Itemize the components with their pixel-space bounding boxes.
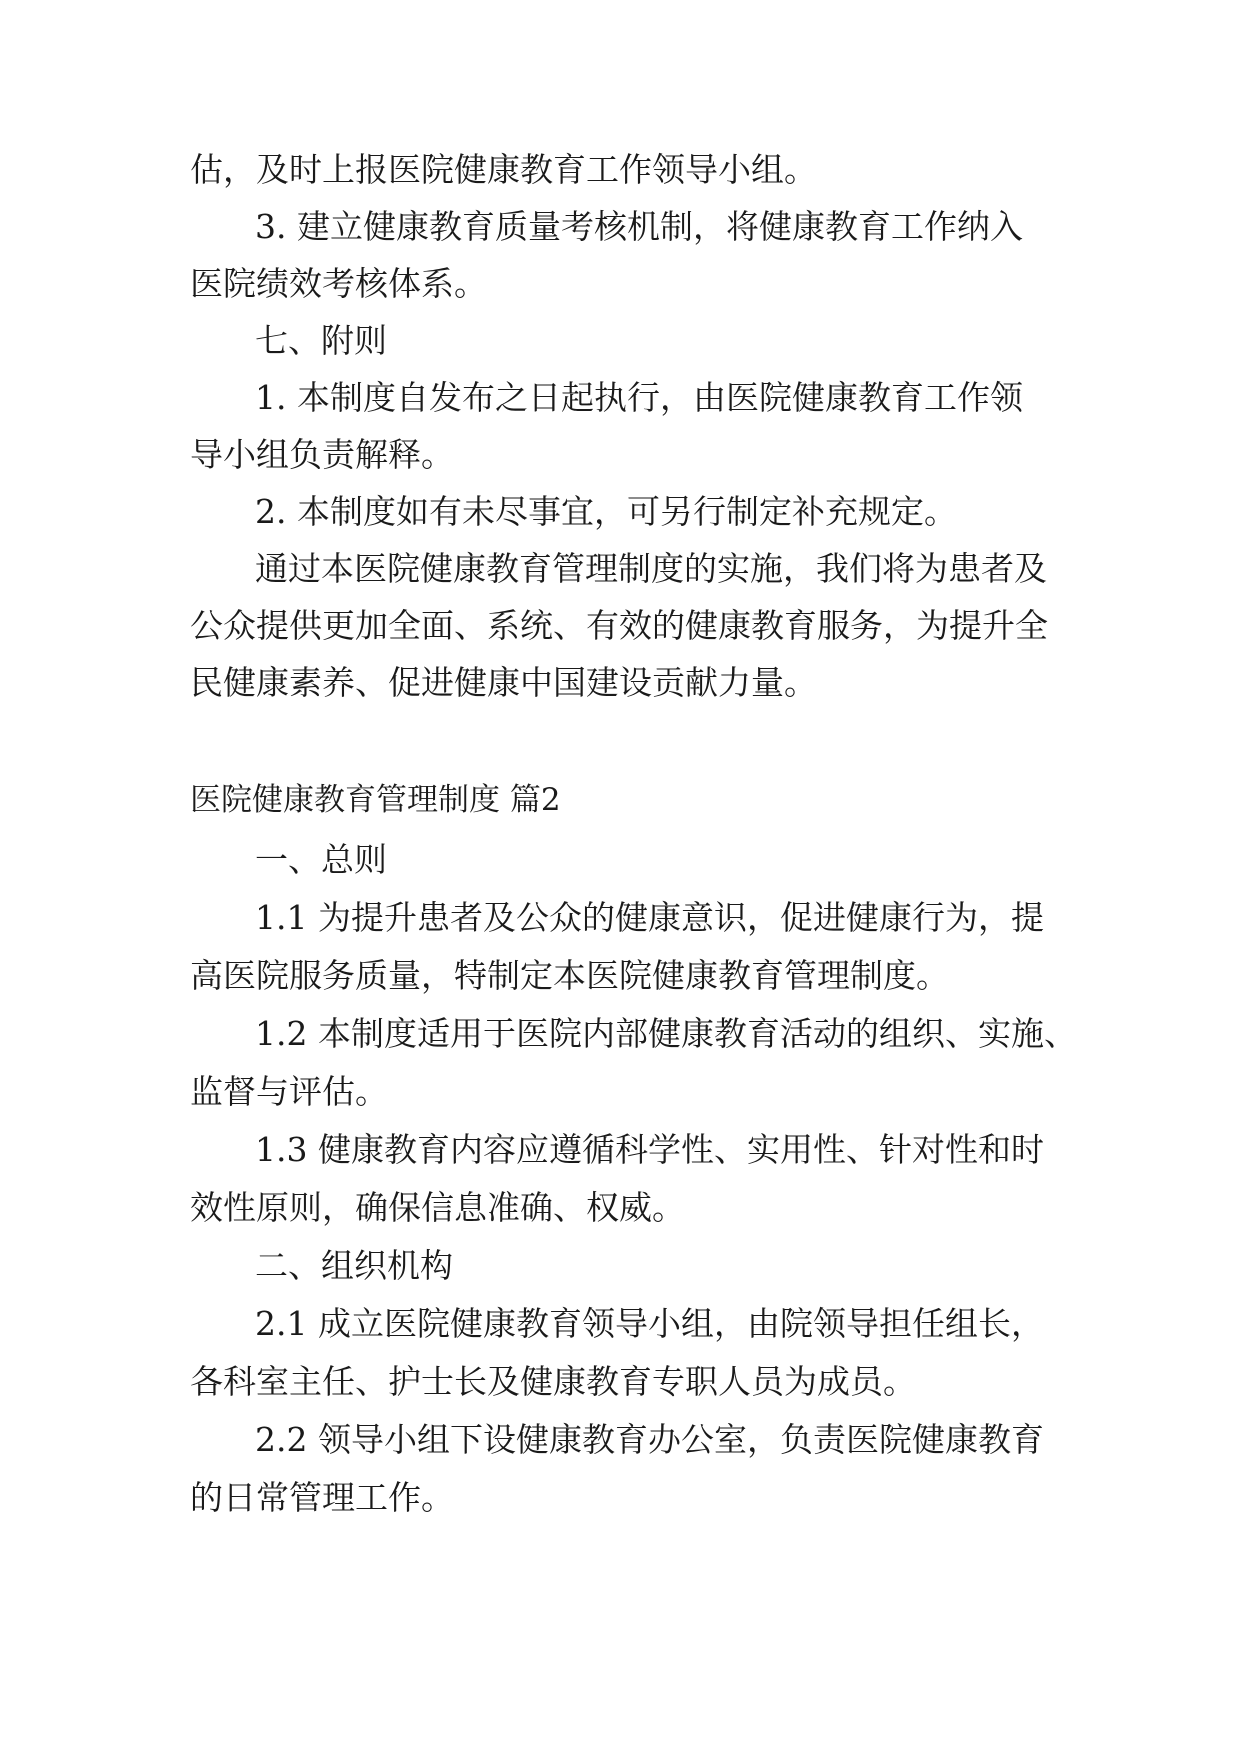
text-line: 2.1 成立医院健康教育领导小组，由院领导担任组长， <box>255 1304 1044 1343</box>
text-line: 的日常管理工作。 <box>190 1478 454 1517</box>
text-line: 公众提供更加全面、系统、有效的健康教育服务，为提升全 <box>190 606 1048 645</box>
text-line: 2.2 领导小组下设健康教育办公室，负责医院健康教育 <box>255 1420 1044 1459</box>
text-line: 医院绩效考核体系。 <box>190 264 487 303</box>
text-line: 1.1 为提升患者及公众的健康意识，促进健康行为，提 <box>255 898 1044 937</box>
text-line: 1. 本制度自发布之日起执行，由医院健康教育工作领 <box>255 378 1023 417</box>
text-line: 3. 建立健康教育质量考核机制，将健康教育工作纳入 <box>255 207 1023 246</box>
text-line: 导小组负责解释。 <box>190 435 454 474</box>
text-line: 2. 本制度如有未尽事宜，可另行制定补充规定。 <box>255 492 957 531</box>
text-line: 监督与评估。 <box>190 1072 388 1111</box>
text-line: 估，及时上报医院健康教育工作领导小组。 <box>190 150 817 189</box>
section-heading: 二、组织机构 <box>255 1246 453 1285</box>
text-line: 通过本医院健康教育管理制度的实施，我们将为患者及 <box>255 549 1047 588</box>
text-line: 各科室主任、护士长及健康教育专职人员为成员。 <box>190 1362 916 1401</box>
text-line: 效性原则，确保信息准确、权威。 <box>190 1188 685 1227</box>
text-line: 高医院服务质量，特制定本医院健康教育管理制度。 <box>190 956 949 995</box>
section-heading: 一、总则 <box>255 840 387 879</box>
text-line: 民健康素养、促进健康中国建设贡献力量。 <box>190 663 817 702</box>
section-heading: 七、附则 <box>255 321 387 360</box>
text-line: 1.2 本制度适用于医院内部健康教育活动的组织、实施、 <box>255 1014 1077 1053</box>
document-title: 医院健康教育管理制度 篇2 <box>190 782 561 818</box>
text-line: 1.3 健康教育内容应遵循科学性、实用性、针对性和时 <box>255 1130 1044 1169</box>
